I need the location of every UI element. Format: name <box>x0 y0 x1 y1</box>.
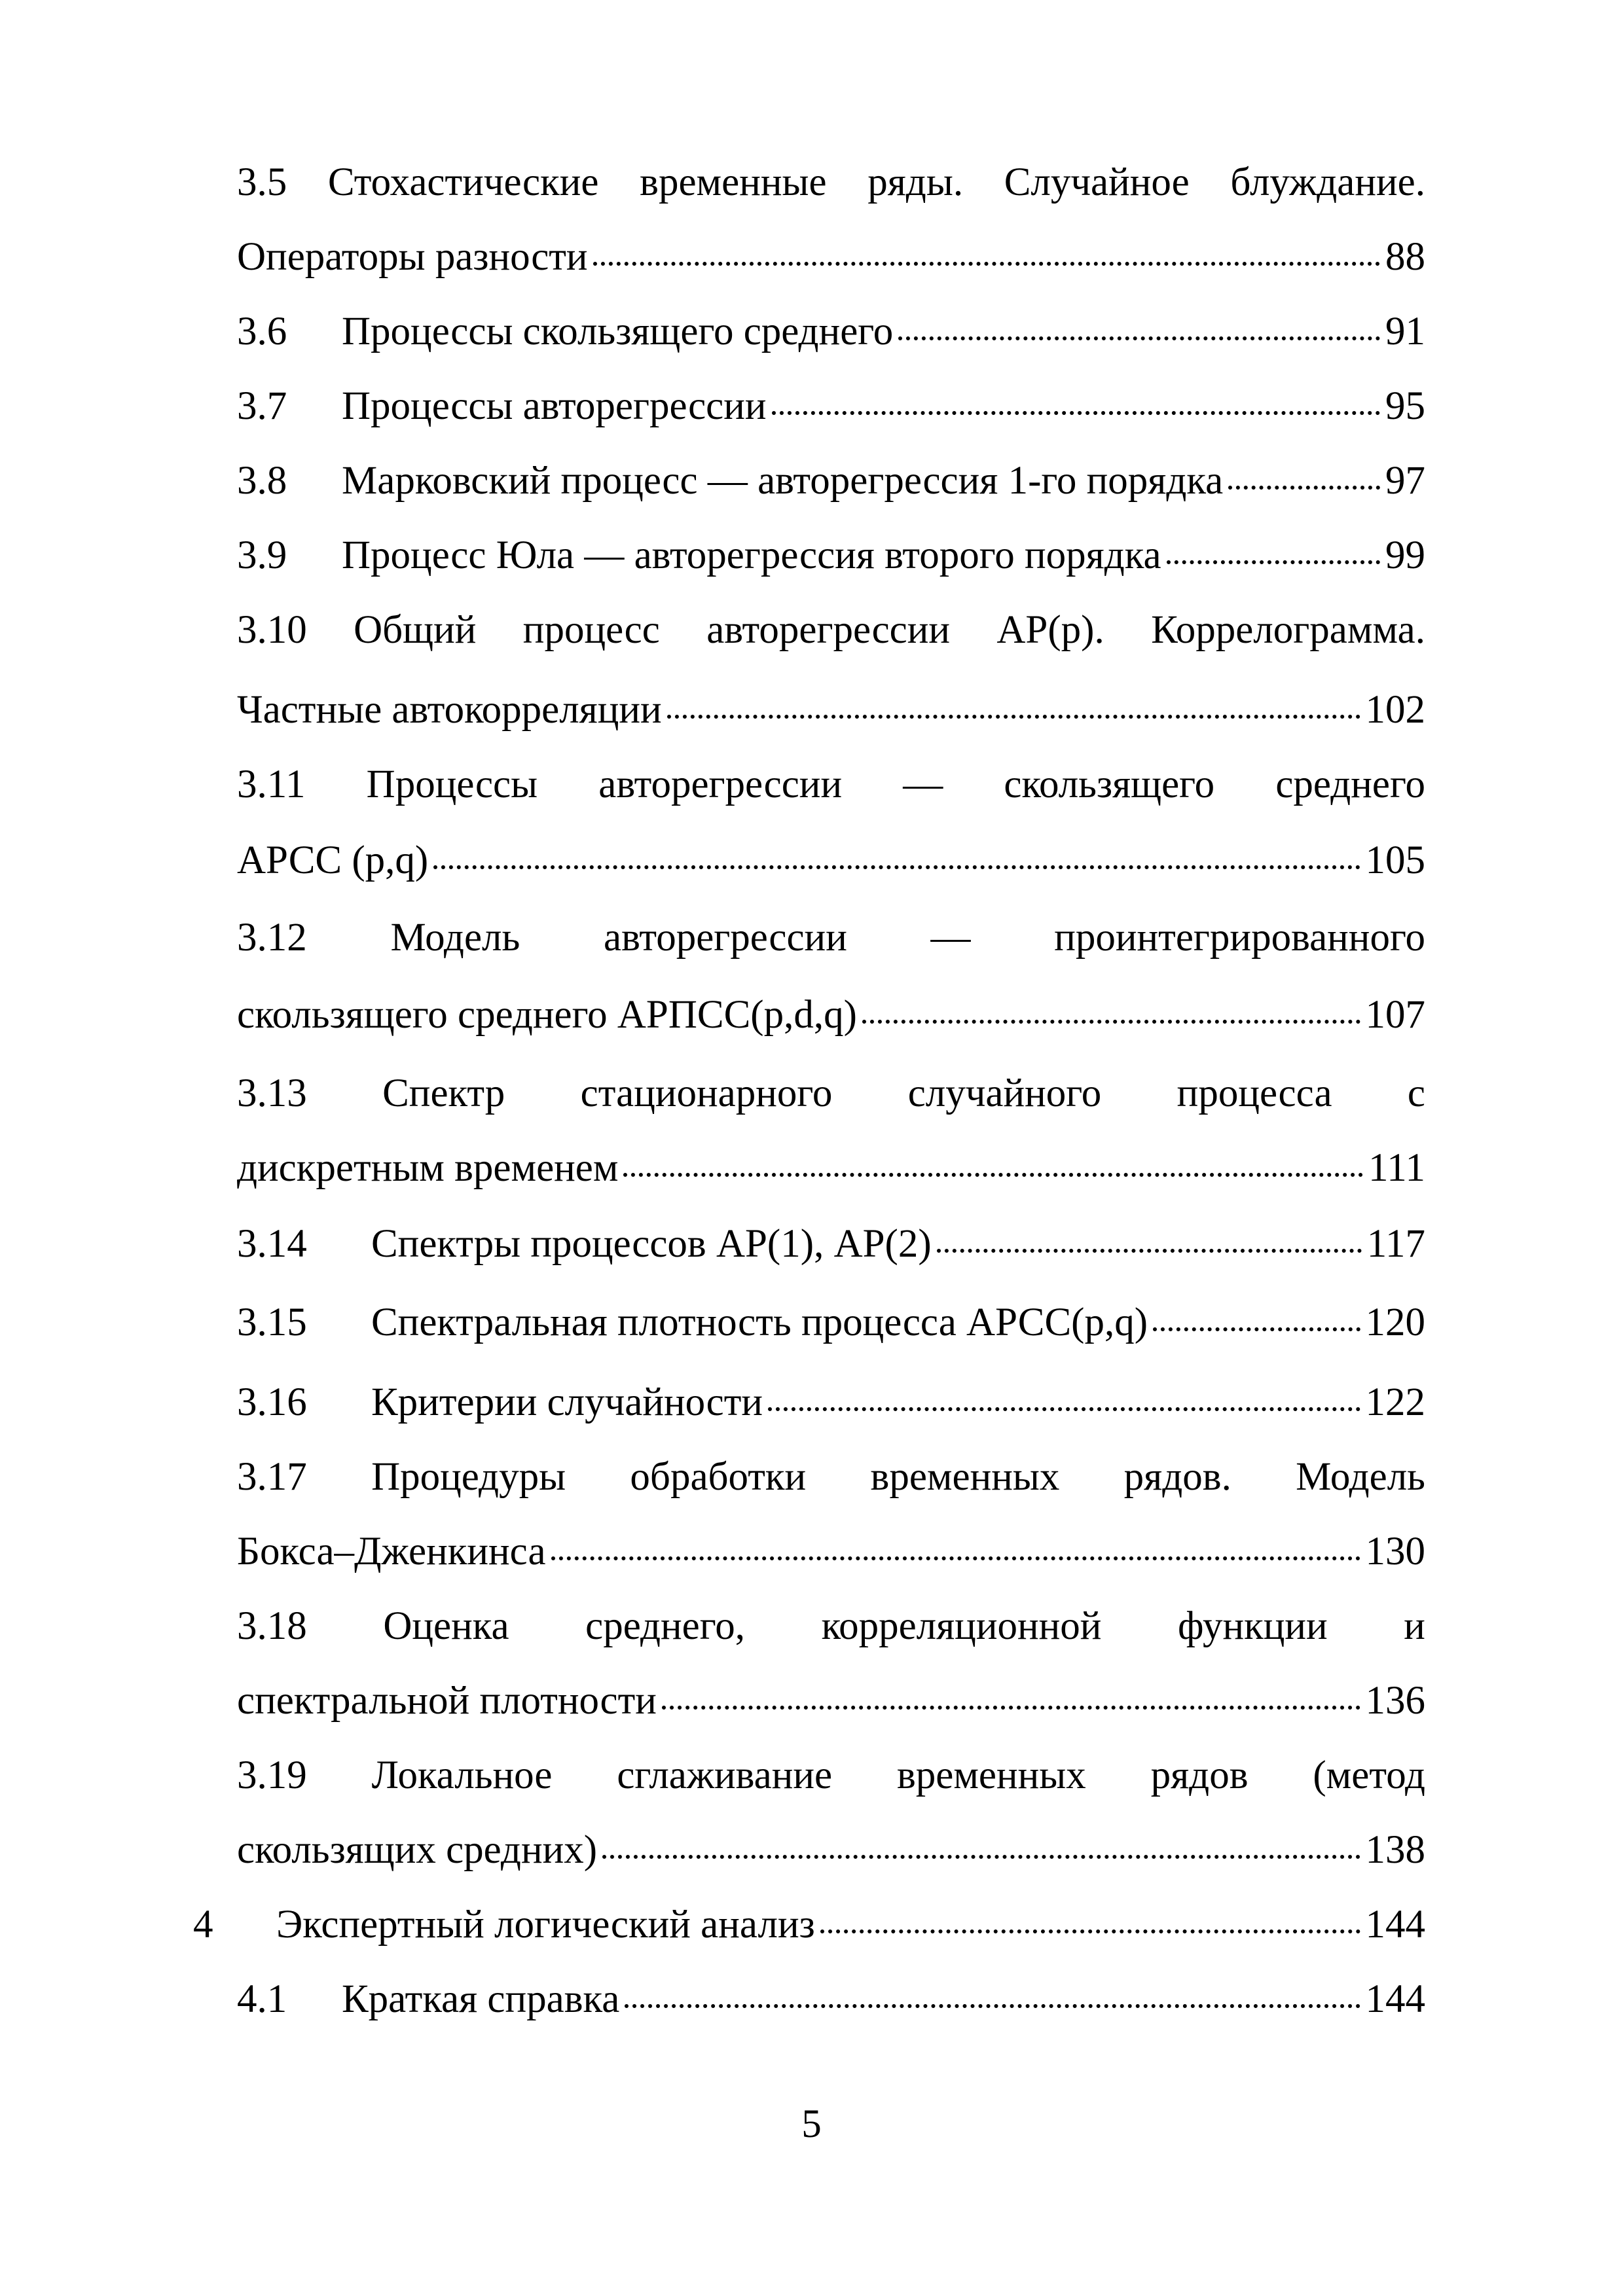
title-word: корреляционной <box>821 1604 1102 1648</box>
title-word: Случайное <box>1004 160 1190 204</box>
entry-title: Краткая справка <box>342 1977 620 2021</box>
title-word: Стохастические <box>327 160 599 204</box>
dot-leader <box>1167 560 1380 564</box>
entry-number: 3.11 <box>237 762 306 806</box>
entry-title: Бокса–Дженкинса <box>237 1530 546 1573</box>
page-number: 5 <box>801 2102 822 2146</box>
title-word: и <box>1404 1604 1425 1648</box>
dot-leader <box>625 2004 1360 2008</box>
dot-leader <box>937 1249 1362 1253</box>
toc-entry-3-17-line1 <box>237 1457 1425 1497</box>
title-word: блуждание. <box>1230 160 1425 204</box>
title-word: среднего, <box>585 1604 745 1648</box>
toc-entry-4[interactable] <box>193 1905 1425 1945</box>
title-word: Модель <box>390 916 520 960</box>
title-word: процесс <box>522 608 660 652</box>
dot-leader <box>602 1855 1360 1859</box>
title-word: Коррелограмма. <box>1151 608 1425 652</box>
toc-entry-3-15[interactable] <box>237 1302 1425 1342</box>
toc-entry-3-10-line1 <box>237 610 1425 650</box>
entry-title: Критерии случайности <box>371 1380 763 1424</box>
toc-entry-3-19-line2[interactable] <box>237 1830 1425 1870</box>
entry-number: 3.9 <box>237 533 287 577</box>
entry-title: спектральной плотности <box>237 1679 657 1723</box>
title-word: Модель <box>1296 1455 1425 1499</box>
entry-title: Процессы скользящего среднего <box>342 310 894 353</box>
entry-title: Спектральная плотность процесса АРСС(p,q) <box>371 1300 1148 1344</box>
title-word: временные <box>640 160 827 204</box>
title-word: Локальное <box>371 1753 553 1797</box>
title-word: авторегрессии <box>598 762 843 806</box>
entry-number: 3.17 <box>237 1455 307 1499</box>
dot-leader <box>623 1173 1363 1177</box>
entry-number: 3.18 <box>237 1604 307 1648</box>
entry-number: 3.10 <box>237 608 307 652</box>
title-word: скользящего <box>1004 762 1215 806</box>
dot-leader <box>862 1020 1360 1024</box>
toc-entry-3-7[interactable] <box>237 386 1425 426</box>
title-word: функции <box>1177 1604 1328 1648</box>
page-reference: 130 <box>1365 1530 1425 1573</box>
page-reference: 111 <box>1368 1146 1425 1190</box>
entry-number: 3.15 <box>237 1300 307 1344</box>
entry-number: 3.8 <box>237 459 287 503</box>
toc-entry-4-1[interactable] <box>237 1979 1425 2019</box>
entry-number: 3.14 <box>237 1222 307 1266</box>
toc-entry-3-9[interactable] <box>237 535 1425 575</box>
toc-entry-3-17-line2[interactable] <box>237 1532 1425 1571</box>
toc-entry-3-5-line2[interactable] <box>237 237 1425 277</box>
dot-leader <box>898 336 1380 340</box>
title-word: обработки <box>630 1455 807 1499</box>
dot-leader <box>433 865 1360 869</box>
toc-entry-3-13-line1 <box>237 1073 1425 1113</box>
entry-title: скользящих средних) <box>237 1828 598 1872</box>
title-word: — <box>903 762 943 806</box>
title-word: с <box>1407 1071 1425 1115</box>
dot-leader <box>772 411 1380 415</box>
title-word: Оценка <box>383 1604 509 1648</box>
page-reference: 95 <box>1385 384 1425 428</box>
entry-number: 3.19 <box>237 1753 307 1797</box>
page-reference: 144 <box>1365 1977 1425 2021</box>
entry-number: 3.13 <box>237 1071 307 1115</box>
title-word: процесса <box>1176 1071 1332 1115</box>
page-reference: 117 <box>1366 1222 1425 1266</box>
title-word: проинтегрированного <box>1054 916 1425 960</box>
page-reference: 120 <box>1365 1300 1425 1344</box>
title-word: Процедуры <box>371 1455 566 1499</box>
title-word: АР(p). <box>996 608 1104 652</box>
title-word: ряды. <box>867 160 964 204</box>
title-word: временных <box>870 1455 1060 1499</box>
entry-title: Частные автокорреляции <box>237 688 662 732</box>
entry-title: скользящего среднего АРПСС(p,d,q) <box>237 993 857 1037</box>
toc-entry-3-10-line2[interactable] <box>237 690 1425 730</box>
dot-leader <box>662 1706 1360 1710</box>
entry-number: 3.6 <box>237 310 287 353</box>
page-reference: 102 <box>1365 688 1425 732</box>
entry-number: 4.1 <box>237 1977 287 2021</box>
title-word: (метод <box>1313 1753 1425 1797</box>
page-reference: 136 <box>1365 1679 1425 1723</box>
toc-entry-3-13-line2[interactable] <box>237 1148 1425 1188</box>
toc-entry-3-11-line1 <box>237 764 1425 804</box>
title-word: Процессы <box>366 762 538 806</box>
dot-leader <box>551 1556 1360 1560</box>
entry-number: 3.12 <box>237 916 307 960</box>
entry-title: дискретным временем <box>237 1146 619 1190</box>
entry-number: 3.7 <box>237 384 287 428</box>
page-reference: 107 <box>1365 993 1425 1037</box>
page-reference: 122 <box>1365 1380 1425 1424</box>
toc-entry-3-6[interactable] <box>237 312 1425 351</box>
title-word: авторегрессии <box>604 916 847 960</box>
page-reference: 144 <box>1365 1903 1425 1946</box>
toc-entry-3-8[interactable] <box>237 461 1425 501</box>
dot-leader <box>820 1929 1360 1933</box>
dot-leader <box>768 1407 1360 1411</box>
toc-entry-3-12-line1 <box>237 918 1425 958</box>
toc-entry-3-5-line1 <box>237 162 1425 202</box>
dot-leader <box>1228 486 1380 490</box>
entry-title: Процесс Юла — авторегрессия второго порядка <box>342 533 1161 577</box>
title-word: стационарного <box>580 1071 833 1115</box>
entry-number: 3.16 <box>237 1380 307 1424</box>
toc-entry-3-18-line1 <box>237 1606 1425 1646</box>
entry-number: 4 <box>193 1903 213 1946</box>
dot-leader <box>593 262 1380 266</box>
entry-title: АРСС (p,q) <box>237 838 429 882</box>
title-word: временных <box>896 1753 1086 1797</box>
toc-entry-3-16[interactable] <box>237 1382 1425 1422</box>
page-reference: 88 <box>1385 235 1425 279</box>
toc-entry-3-19-line1 <box>237 1755 1425 1795</box>
entry-title: Процессы авторегрессии <box>342 384 767 428</box>
title-word: рядов. <box>1123 1455 1231 1499</box>
toc-entry-3-12-line2[interactable] <box>237 995 1425 1035</box>
entry-title: Марковский процесс — авторегрессия 1-го порядка <box>342 459 1224 503</box>
title-word: Спектр <box>382 1071 505 1115</box>
page-reference: 91 <box>1385 310 1425 353</box>
entry-title: Операторы разности <box>237 235 588 279</box>
entry-title: Экспертный логический анализ <box>276 1903 815 1946</box>
title-word: сглаживание <box>617 1753 833 1797</box>
title-word: среднего <box>1275 762 1425 806</box>
dot-leader <box>1153 1327 1360 1331</box>
entry-number: 3.5 <box>237 160 287 204</box>
dot-leader <box>667 715 1360 719</box>
title-word: — <box>930 916 971 960</box>
title-word: Общий <box>354 608 477 652</box>
page-reference: 138 <box>1365 1828 1425 1872</box>
title-word: авторегрессии <box>706 608 951 652</box>
page-reference: 97 <box>1385 459 1425 503</box>
entry-title: Спектры процессов АР(1), АР(2) <box>371 1222 932 1266</box>
page-reference: 99 <box>1385 533 1425 577</box>
toc-entry-3-18-line2[interactable] <box>237 1681 1425 1721</box>
title-word: рядов <box>1150 1753 1249 1797</box>
toc-entry-3-11-line2[interactable] <box>237 840 1425 880</box>
toc-entry-3-14[interactable] <box>237 1224 1425 1264</box>
page-reference: 105 <box>1365 838 1425 882</box>
title-word: случайного <box>907 1071 1102 1115</box>
